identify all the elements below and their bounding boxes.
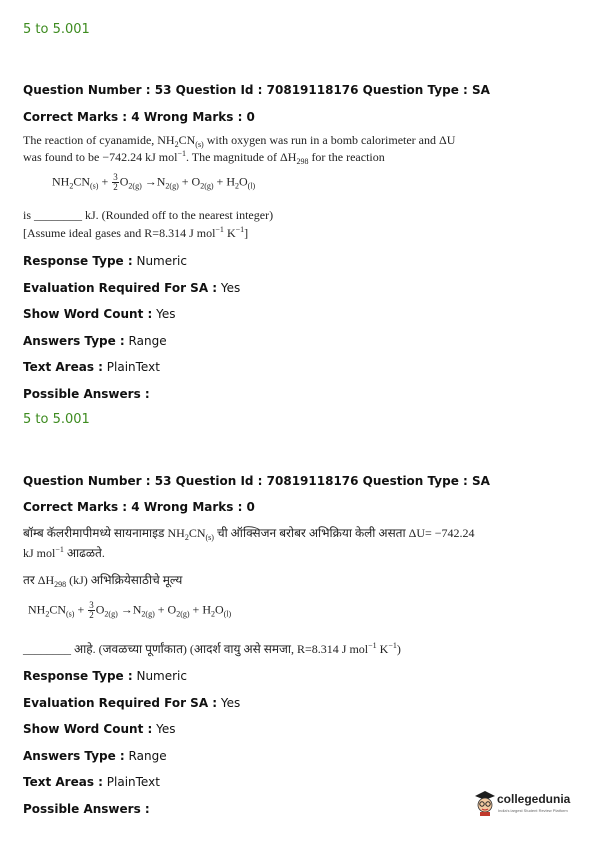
- field-evaluation-required: Evaluation Required For SA : Yes: [23, 281, 241, 295]
- question-text-line: is ________ kJ. (Rounded off to the nearest integer): [23, 208, 274, 222]
- question-text-line: [Assume ideal gases and R=8.314 J mol$^{-1}$ $K^{-1}$]: [23, 225, 249, 240]
- question-text-line-marathi: बॉम्ब कॅलरीमापीमध्ये सायनामाइड $NH_2CN_{(s)}$ ची ऑक्सिजन बरोबर अभिक्रिया केली असता ΔU= −742.24: [23, 526, 475, 542]
- field-possible-answers: Possible Answers :: [23, 802, 150, 816]
- collegedunia-logo[interactable]: [474, 790, 574, 820]
- graduate-mascot-icon: [474, 790, 496, 816]
- question-text-line-marathi: kJ mol$^{-1}$ आढळते.: [23, 545, 105, 560]
- field-response-type: Response Type : Numeric: [23, 254, 187, 268]
- field-answers-type: Answers Type : Range: [23, 749, 167, 763]
- logo-tagline: India's largest Student Review Platform: [498, 808, 568, 813]
- possible-answer-value: 5 to 5.001: [23, 22, 90, 37]
- field-response-type: Response Type : Numeric: [23, 669, 187, 683]
- question-text-line-marathi: तर $\Delta H_{298}$ (kJ) अभिक्रियेसाठीचे मूल्य: [23, 573, 183, 589]
- field-evaluation-required: Evaluation Required For SA : Yes: [23, 696, 241, 710]
- logo-wordmark: collegedunia: [497, 792, 571, 806]
- reaction-equation: $NH_2CN_{(s)}$ + $\frac{3}{2}$ $O_{2(g)} \to N_{2(g)} + O_{2(g)} + H_2O_{(l)}$: [28, 600, 232, 620]
- field-text-areas: Text Areas : PlainText: [23, 360, 160, 374]
- question-header: Question Number : 53 Question Id : 70819118176 Question Type : SA: [23, 474, 490, 488]
- possible-answer-value: 5 to 5.001: [23, 412, 90, 427]
- field-answers-type: Answers Type : Range: [23, 334, 167, 348]
- marks-line: Correct Marks : 4 Wrong Marks : 0: [23, 500, 255, 514]
- field-show-word-count: Show Word Count : Yes: [23, 722, 176, 736]
- field-possible-answers: Possible Answers :: [23, 387, 150, 401]
- reaction-equation: $NH_2CN_{(s)}$ + $\frac{3}{2}$ $O_{2(g)} \to N_{2(g)} + O_{2(g)} + H_2O_{(l)}$: [52, 172, 256, 192]
- question-text-line: The reaction of cyanamide, $NH_2CN_{(s)}$ with oxygen was run in a bomb calorimeter and ΔU: [23, 133, 456, 149]
- question-text-line: was found to be −742.24 kJ mol$^{-1}$. The magnitude of $\Delta H_{298}$ for the reaction: [23, 149, 385, 166]
- field-text-areas: Text Areas : PlainText: [23, 775, 160, 789]
- question-text-line-marathi: ________ आहे. (जवळच्या पूर्णांकात) (आदर्श वायु असे समजा, R=8.314 J mol$^{-1}$ $K^{-1}$): [23, 641, 401, 656]
- marks-line: Correct Marks : 4 Wrong Marks : 0: [23, 110, 255, 124]
- field-show-word-count: Show Word Count : Yes: [23, 307, 176, 321]
- question-header: Question Number : 53 Question Id : 70819118176 Question Type : SA: [23, 83, 490, 97]
